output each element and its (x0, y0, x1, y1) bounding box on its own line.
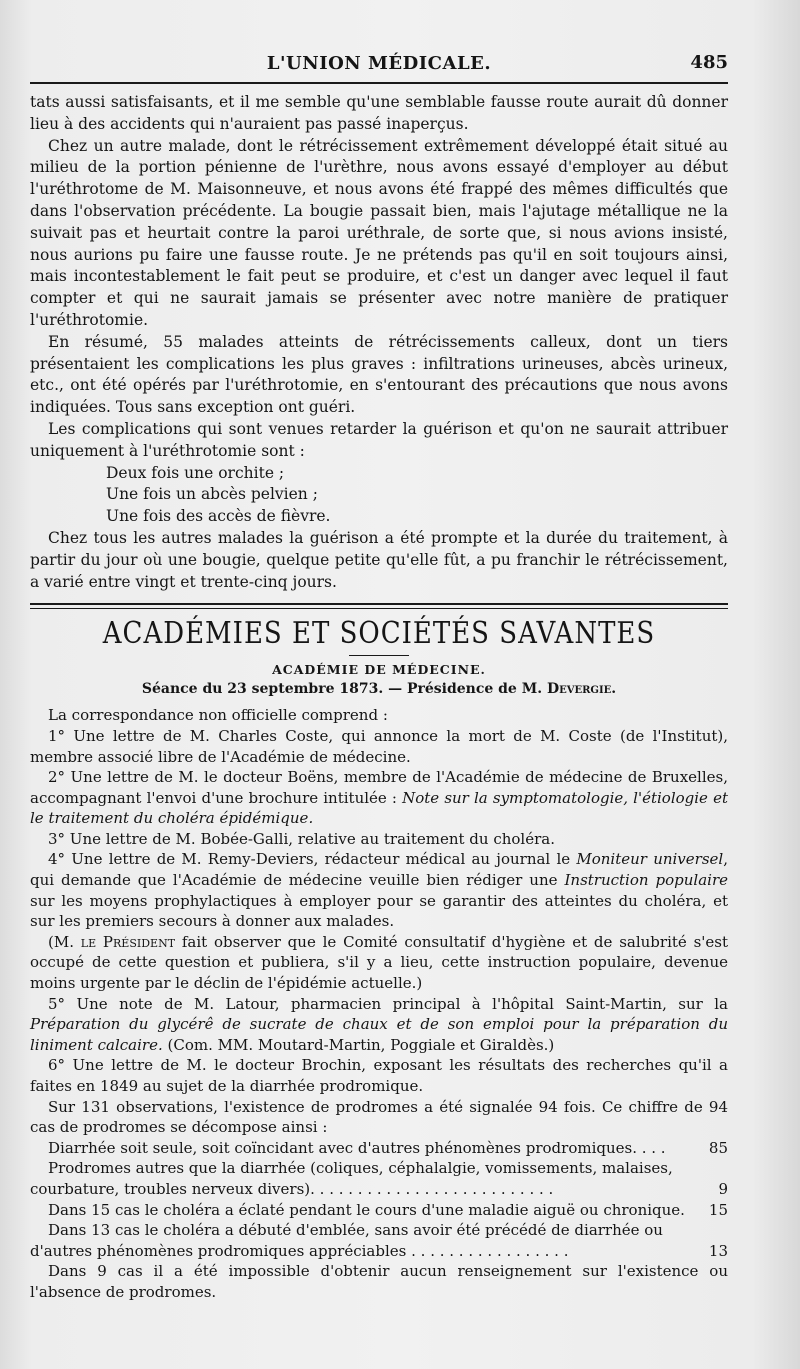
president-note: (M. le Président fait observer que le Comité consultatif d'hygiène et de salubrité s'est occupé de cette question et publiera, s'il y a lieu, cette instruction populaire, devenue moins urgente par le déclin de l'épidémie actuelle.) (30, 932, 729, 993)
stats-row: Prodromes autres que la diarrhée (coliques, céphalalgie, vomissements, malaises, courbature, troubles nerveux divers). . . . . . . . . . . . . . . . . . . . . . . . . . 9 (30, 1159, 728, 1198)
paragraph: Sur 131 observations, l'existence de prodromes a été signalée 94 fois. Ce chiffre de 94 cas de prodromes se décompose ainsi : (30, 1097, 728, 1137)
list-item: Une fois un abcès pelvien ; (106, 485, 318, 504)
correspondence-item: 5° Une note de M. Latour, pharmacien principal à l'hôpital Saint-Martin, sur la Préparation du glycérê de sucrate de chaux et de son emploi pour la préparation du liniment calcaire. (Com. MM. Moutard-Martin, Poggiale et Giraldès.) (30, 994, 728, 1054)
page-number: 485 (690, 52, 728, 73)
paragraph: tats aussi satisfaisants, et il me semble qu'une semblable fausse route aurait dû donner lieu à des accidents qui n'auraient pas passé inaperçus. (30, 93, 728, 133)
stats-value: 13 (708, 1241, 728, 1260)
section-divider (30, 603, 728, 609)
session-line: Séance du 23 septembre 1873. — Présidence de M. Devergie. (141, 681, 617, 698)
title-rule (349, 655, 409, 656)
section-subtitle: ACADÉMIE DE MÉDECINE. (272, 662, 486, 678)
correspondence-item: 3° Une lettre de M. Bobée-Galli, relative au traitement du choléra. (48, 829, 555, 848)
section-title: ACADÉMIES ET SOCIÉTÉS SAVANTES (102, 617, 656, 652)
correspondence-item: 1° Une lettre de M. Charles Coste, qui annonce la mort de M. Coste (de l'Institut), membre associé libre de l'Académie de médecine. (30, 726, 728, 766)
article-continuation (30, 92, 728, 593)
stats-value: 9 (718, 1179, 728, 1198)
stats-value: 15 (708, 1200, 728, 1219)
stats-row: Dans 15 cas le choléra a éclaté pendant le cours d'une maladie aiguë ou chronique. 15 (48, 1200, 728, 1219)
journal-title: L'UNION MÉDICALE. (266, 53, 492, 74)
stats-row: Dans 13 cas le choléra a débuté d'emblée, sans avoir été précédé de diarrhée ou d'autres phénomènes prodromiques appréciables . . . . . . . . . . . . . . . . . 13 (30, 1221, 728, 1260)
paragraph: Chez tous les autres malades la guérison a été prompte et la durée du traitement, à partir du jour où une bougie, quelque petite qu'elle fût, a pu franchir le rétrécissement, a varié entre vingt et trente-cinq jours. (30, 528, 728, 591)
correspondence-item: 6° Une lettre de M. le docteur Brochin, exposant les résultats des recherches qu'il a faites en 1849 au sujet de la diarrhée prodromique. (30, 1056, 728, 1096)
correspondence-item: 2° Une lettre de M. le docteur Boëns, membre de l'Académie de médecine de Bruxelles, accompagnant l'envoi d'une brochure intitulée : Note sur la symptomatologie, l'étiologie et le traitement du choléra épidémique. (30, 768, 728, 828)
paragraph: Les complications qui sont venues retarder la guérison et qu'on ne saurait attribuer uniquement à l'uréthrotomie sont : (30, 419, 728, 460)
paragraph: La correspondance non officielle comprend : (48, 706, 388, 725)
running-header (30, 48, 728, 84)
brochure-title: Note sur la symptomatologie, l'étiologie et le traitement du choléra épidémique. (30, 788, 728, 828)
stats-value: 85 (708, 1138, 728, 1157)
correspondence (30, 705, 728, 1302)
list-item: Une fois des accès de fièvre. (106, 507, 331, 526)
paragraph: En résumé, 55 malades atteints de rétrécissements calleux, dont un tiers présentaient les complications les plus graves : infiltrations urineuses, abcès urineux, etc., ont été opérés par l'uréthrotomie, en s'entourant des précautions que nous avons indiquées. Tous sans exception ont guéri. (30, 332, 728, 417)
list-item: Deux fois une orchite ; (106, 463, 285, 482)
paragraph: Chez un autre malade, dont le rétrécissement extrêmement développé était situé au milieu de la portion pénienne de l'urèthre, nous avons essayé d'employer au début l'uréthrotome de M. Maisonneuve, et nous avons été frappé des mêmes difficultés que dans l'observation précédente. La bougie passait bien, mais l'ajutage métallique ne la suivait pas et heurtait contre la paroi uréthrale, de sorte que, si nous avions insisté, nous aurions pu faire une fausse route. Je ne prétends pas qu'il en soit toujours ainsi, mais incontestablement le fait peut se produire, et c'est un danger avec lequel il faut compter et qui ne saurait jamais se présenter avec notre manière de pratiquer l'uréthrotomie. (30, 136, 728, 329)
stats-row: Diarrhée soit seule, soit coïncidant avec d'autres phénomènes prodromiques. . . . 85 (48, 1138, 728, 1157)
correspondence-item: 4° Une lettre de M. Remy-Deviers, rédacteur médical au journal le Moniteur universel, qui demande que l'Académie de médecine veuille bien rédiger une Instruction populaire sur les moyens prophylactiques à employer pour se garantir des atteintes du choléra, et sur les premiers secours à donner aux malades. (30, 850, 728, 931)
paragraph: Dans 9 cas il a été impossible d'obtenir aucun renseignement sur l'existence ou l'absence de prodromes. (30, 1262, 728, 1301)
president-name: Devergie (546, 681, 612, 698)
